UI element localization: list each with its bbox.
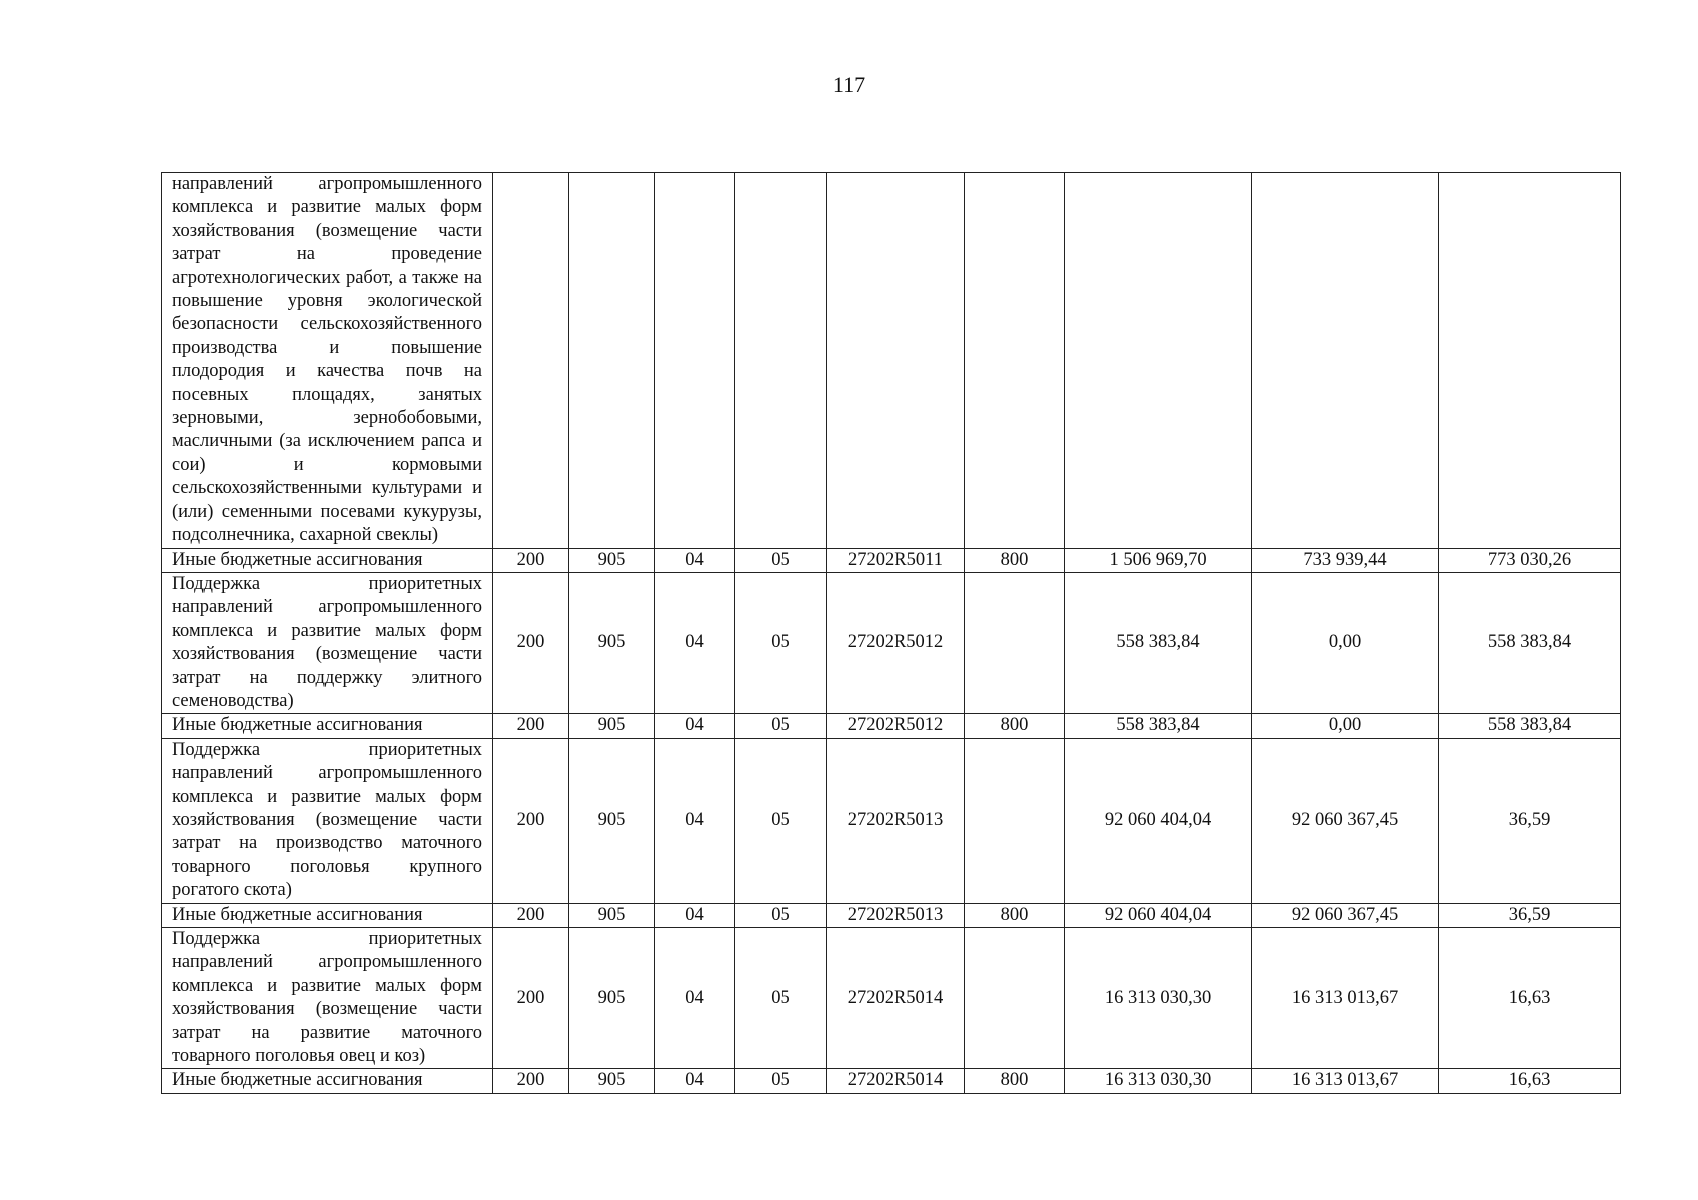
table-row: [162, 903, 1621, 927]
ministry-cell: 905: [569, 928, 655, 1069]
code-cell: 200: [493, 1069, 569, 1093]
ministry-cell: [569, 173, 655, 549]
section-cell: 04: [655, 714, 735, 738]
remainder-cell: 773 030,26: [1439, 548, 1621, 572]
executed-cell: 92 060 367,45: [1252, 903, 1439, 927]
code-cell: 200: [493, 738, 569, 903]
remainder-cell: 16,63: [1439, 1069, 1621, 1093]
remainder-cell: 36,59: [1439, 738, 1621, 903]
subsection-cell: [735, 173, 827, 549]
section-cell: 04: [655, 572, 735, 713]
table-row: [162, 548, 1621, 572]
planned-cell: [1065, 173, 1252, 549]
executed-cell: 92 060 367,45: [1252, 738, 1439, 903]
section-cell: 04: [655, 1069, 735, 1093]
planned-cell: 16 313 030,30: [1065, 928, 1252, 1069]
target-cell: 27202R5012: [827, 714, 965, 738]
ministry-cell: 905: [569, 738, 655, 903]
row-description: Иные бюджетные ассигнования: [162, 548, 493, 572]
subsection-cell: 05: [735, 572, 827, 713]
subsection-cell: 05: [735, 928, 827, 1069]
subsection-cell: 05: [735, 714, 827, 738]
expense-type-cell: 800: [965, 548, 1065, 572]
table-row: [162, 738, 1621, 903]
section-cell: 04: [655, 928, 735, 1069]
subsection-cell: 05: [735, 903, 827, 927]
remainder-cell: 558 383,84: [1439, 572, 1621, 713]
expense-type-cell: [965, 928, 1065, 1069]
budget-table: [161, 172, 1621, 1094]
code-cell: 200: [493, 903, 569, 927]
executed-cell: [1252, 173, 1439, 549]
remainder-cell: 558 383,84: [1439, 714, 1621, 738]
table-row: [162, 572, 1621, 713]
expense-type-cell: 800: [965, 1069, 1065, 1093]
executed-cell: 0,00: [1252, 572, 1439, 713]
row-description: направлений агропромышленного комплекса и развитие малых форм хозяйствования (возмещение части затрат на проведение агротехнологических работ, а также на повышение уровня экологической безопасности сельскохозяйственного производства и повышение плодородия и качества почв на посевных площадях, занятых зерновыми, зернобобовыми, масличными (за исключением рапса и сои) и кормовыми сельскохозяйственными культурами и (или) семенными посевами кукурузы, подсолнечника, сахарной свеклы): [162, 173, 493, 549]
target-cell: 27202R5012: [827, 572, 965, 713]
section-cell: 04: [655, 738, 735, 903]
executed-cell: 16 313 013,67: [1252, 1069, 1439, 1093]
ministry-cell: 905: [569, 548, 655, 572]
code-cell: 200: [493, 548, 569, 572]
planned-cell: 558 383,84: [1065, 572, 1252, 713]
section-cell: [655, 173, 735, 549]
planned-cell: 92 060 404,04: [1065, 903, 1252, 927]
planned-cell: 558 383,84: [1065, 714, 1252, 738]
section-cell: 04: [655, 903, 735, 927]
row-description: Поддержка приоритетных направлений агропромышленного комплекса и развитие малых форм хозяйствования (возмещение части затрат на развитие маточного товарного поголовья овец и коз): [162, 928, 493, 1069]
target-cell: 27202R5014: [827, 1069, 965, 1093]
executed-cell: 733 939,44: [1252, 548, 1439, 572]
ministry-cell: 905: [569, 1069, 655, 1093]
planned-cell: 92 060 404,04: [1065, 738, 1252, 903]
table-row: [162, 928, 1621, 1069]
section-cell: 04: [655, 548, 735, 572]
executed-cell: 0,00: [1252, 714, 1439, 738]
target-cell: [827, 173, 965, 549]
row-description: Поддержка приоритетных направлений агропромышленного комплекса и развитие малых форм хозяйствования (возмещение части затрат на поддержку элитного семеноводства): [162, 572, 493, 713]
code-cell: 200: [493, 714, 569, 738]
target-cell: 27202R5013: [827, 903, 965, 927]
expense-type-cell: [965, 173, 1065, 549]
table-row: [162, 714, 1621, 738]
table-row: [162, 173, 1621, 549]
ministry-cell: 905: [569, 903, 655, 927]
planned-cell: 16 313 030,30: [1065, 1069, 1252, 1093]
target-cell: 27202R5011: [827, 548, 965, 572]
target-cell: 27202R5013: [827, 738, 965, 903]
code-cell: [493, 173, 569, 549]
row-description: Поддержка приоритетных направлений агропромышленного комплекса и развитие малых форм хозяйствования (возмещение части затрат на производство маточного товарного поголовья крупного рогатого скота): [162, 738, 493, 903]
planned-cell: 1 506 969,70: [1065, 548, 1252, 572]
expense-type-cell: 800: [965, 714, 1065, 738]
row-description: Иные бюджетные ассигнования: [162, 903, 493, 927]
expense-type-cell: [965, 738, 1065, 903]
subsection-cell: 05: [735, 548, 827, 572]
row-description: Иные бюджетные ассигнования: [162, 714, 493, 738]
subsection-cell: 05: [735, 738, 827, 903]
expense-type-cell: [965, 572, 1065, 713]
executed-cell: 16 313 013,67: [1252, 928, 1439, 1069]
subsection-cell: 05: [735, 1069, 827, 1093]
ministry-cell: 905: [569, 714, 655, 738]
code-cell: 200: [493, 928, 569, 1069]
ministry-cell: 905: [569, 572, 655, 713]
remainder-cell: 36,59: [1439, 903, 1621, 927]
remainder-cell: 16,63: [1439, 928, 1621, 1069]
target-cell: 27202R5014: [827, 928, 965, 1069]
table-row: [162, 1069, 1621, 1093]
code-cell: 200: [493, 572, 569, 713]
row-description: Иные бюджетные ассигнования: [162, 1069, 493, 1093]
page-number: 117: [832, 72, 866, 97]
remainder-cell: [1439, 173, 1621, 549]
expense-type-cell: 800: [965, 903, 1065, 927]
